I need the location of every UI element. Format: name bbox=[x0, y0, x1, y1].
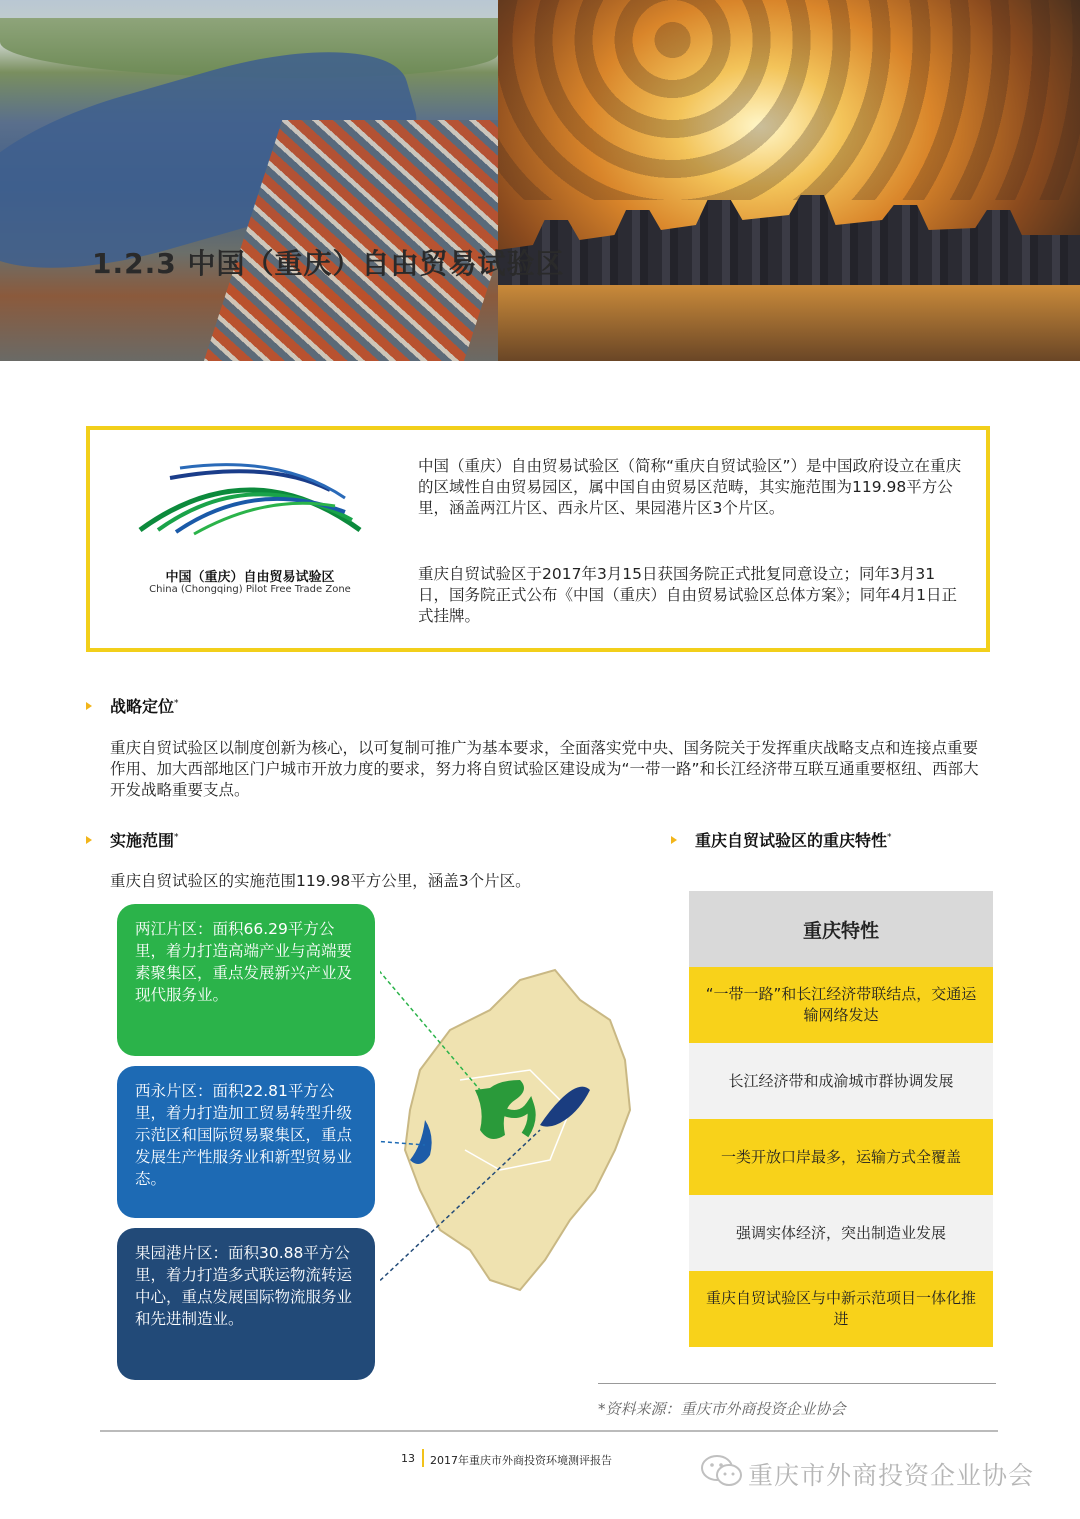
wechat-icon bbox=[700, 1454, 744, 1488]
section-title-scope: 实施范围* bbox=[110, 831, 179, 850]
table-row: 长江经济带和成渝城市群协调发展 bbox=[689, 1043, 993, 1119]
port-photo bbox=[0, 0, 498, 361]
table-header: 重庆特性 bbox=[689, 891, 993, 967]
page-title: 1.2.3 中国（重庆）自由贸易试验区 bbox=[92, 247, 565, 280]
logo-english-name: China (Chongqing) Pilot Free Trade Zone bbox=[149, 584, 351, 595]
features-table bbox=[689, 891, 993, 1347]
zone-card-liangjiang: 两江片区：面积66.29平方公里，着力打造高端产业与高端要素聚集区，重点发展新兴产业及现代服务业。 bbox=[117, 904, 375, 1056]
bullet-icon bbox=[86, 836, 92, 844]
bullet-icon bbox=[671, 836, 677, 844]
watermark-text: 重庆市外商投资企业协会 bbox=[748, 1461, 1035, 1490]
intro-paragraph-1: 中国（重庆）自由贸易试验区（简称“重庆自贸试验区”）是中国政府设立在重庆的区域性自由贸易园区，属中国自由贸易区范畴，其实施范围为119.98平方公里，涵盖两江片区、西永片区、果园港片区3个片区。 bbox=[418, 457, 962, 517]
header-banner bbox=[0, 0, 1080, 361]
table-row: 一类开放口岸最多，运输方式全覆盖 bbox=[689, 1119, 993, 1195]
logo-chinese-name: 中国（重庆）自由贸易试验区 bbox=[165, 570, 335, 585]
strategy-paragraph: 重庆自贸试验区以制度创新为核心，以可复制可推广为基本要求，全面落实党中央、国务院关于发挥重庆战略支点和连接点重要作用、加大西部地区门户城市开放力度的要求，努力将自贸试验区建设成为“一带一路”和长江经济带互联互通重要枢纽、西部大开发战略重要支点。 bbox=[110, 739, 979, 799]
section-title-features: 重庆自贸试验区的重庆特性* bbox=[695, 831, 892, 850]
intro-paragraph-2: 重庆自贸试验区于2017年3月15日获国务院正式批复同意设立；同年3月31日，国务院正式公布《中国（重庆）自由贸易试验区总体方案》；同年4月1日正式挂牌。 bbox=[418, 565, 957, 625]
section-title-strategy: 战略定位* bbox=[110, 697, 179, 716]
bullet-icon bbox=[86, 702, 92, 710]
table-row: “一带一路”和长江经济带联结点，交通运输网络发达 bbox=[689, 967, 993, 1043]
skyline-photo bbox=[498, 0, 1080, 361]
scope-paragraph: 重庆自贸试验区的实施范围119.98平方公里，涵盖3个片区。 bbox=[110, 872, 531, 890]
footer-divider bbox=[100, 1430, 998, 1432]
page-separator bbox=[422, 1449, 424, 1467]
table-row: 重庆自贸试验区与中新示范项目一体化推进 bbox=[689, 1271, 993, 1347]
source-note: *资料来源：重庆市外商投资企业协会 bbox=[598, 1400, 846, 1418]
zone-card-xiyong: 西永片区：面积22.81平方公里，着力打造加工贸易转型升级示范区和国际贸易聚集区，重点发展生产性服务业和新型贸易业态。 bbox=[117, 1066, 375, 1218]
source-divider bbox=[598, 1383, 996, 1384]
intro-box bbox=[86, 426, 990, 652]
table-row: 强调实体经济，突出制造业发展 bbox=[689, 1195, 993, 1271]
zone-card-guoyuan: 果园港片区：面积30.88平方公里，着力打造多式联运物流转运中心，重点发展国际物流服务业和先进制造业。 bbox=[117, 1228, 375, 1380]
page-number: 13 bbox=[401, 1452, 415, 1465]
chongqing-zone-map bbox=[380, 960, 650, 1300]
ftz-logo bbox=[130, 460, 370, 540]
report-title: 2017年重庆市外商投资环境测评报告 bbox=[430, 1454, 612, 1467]
